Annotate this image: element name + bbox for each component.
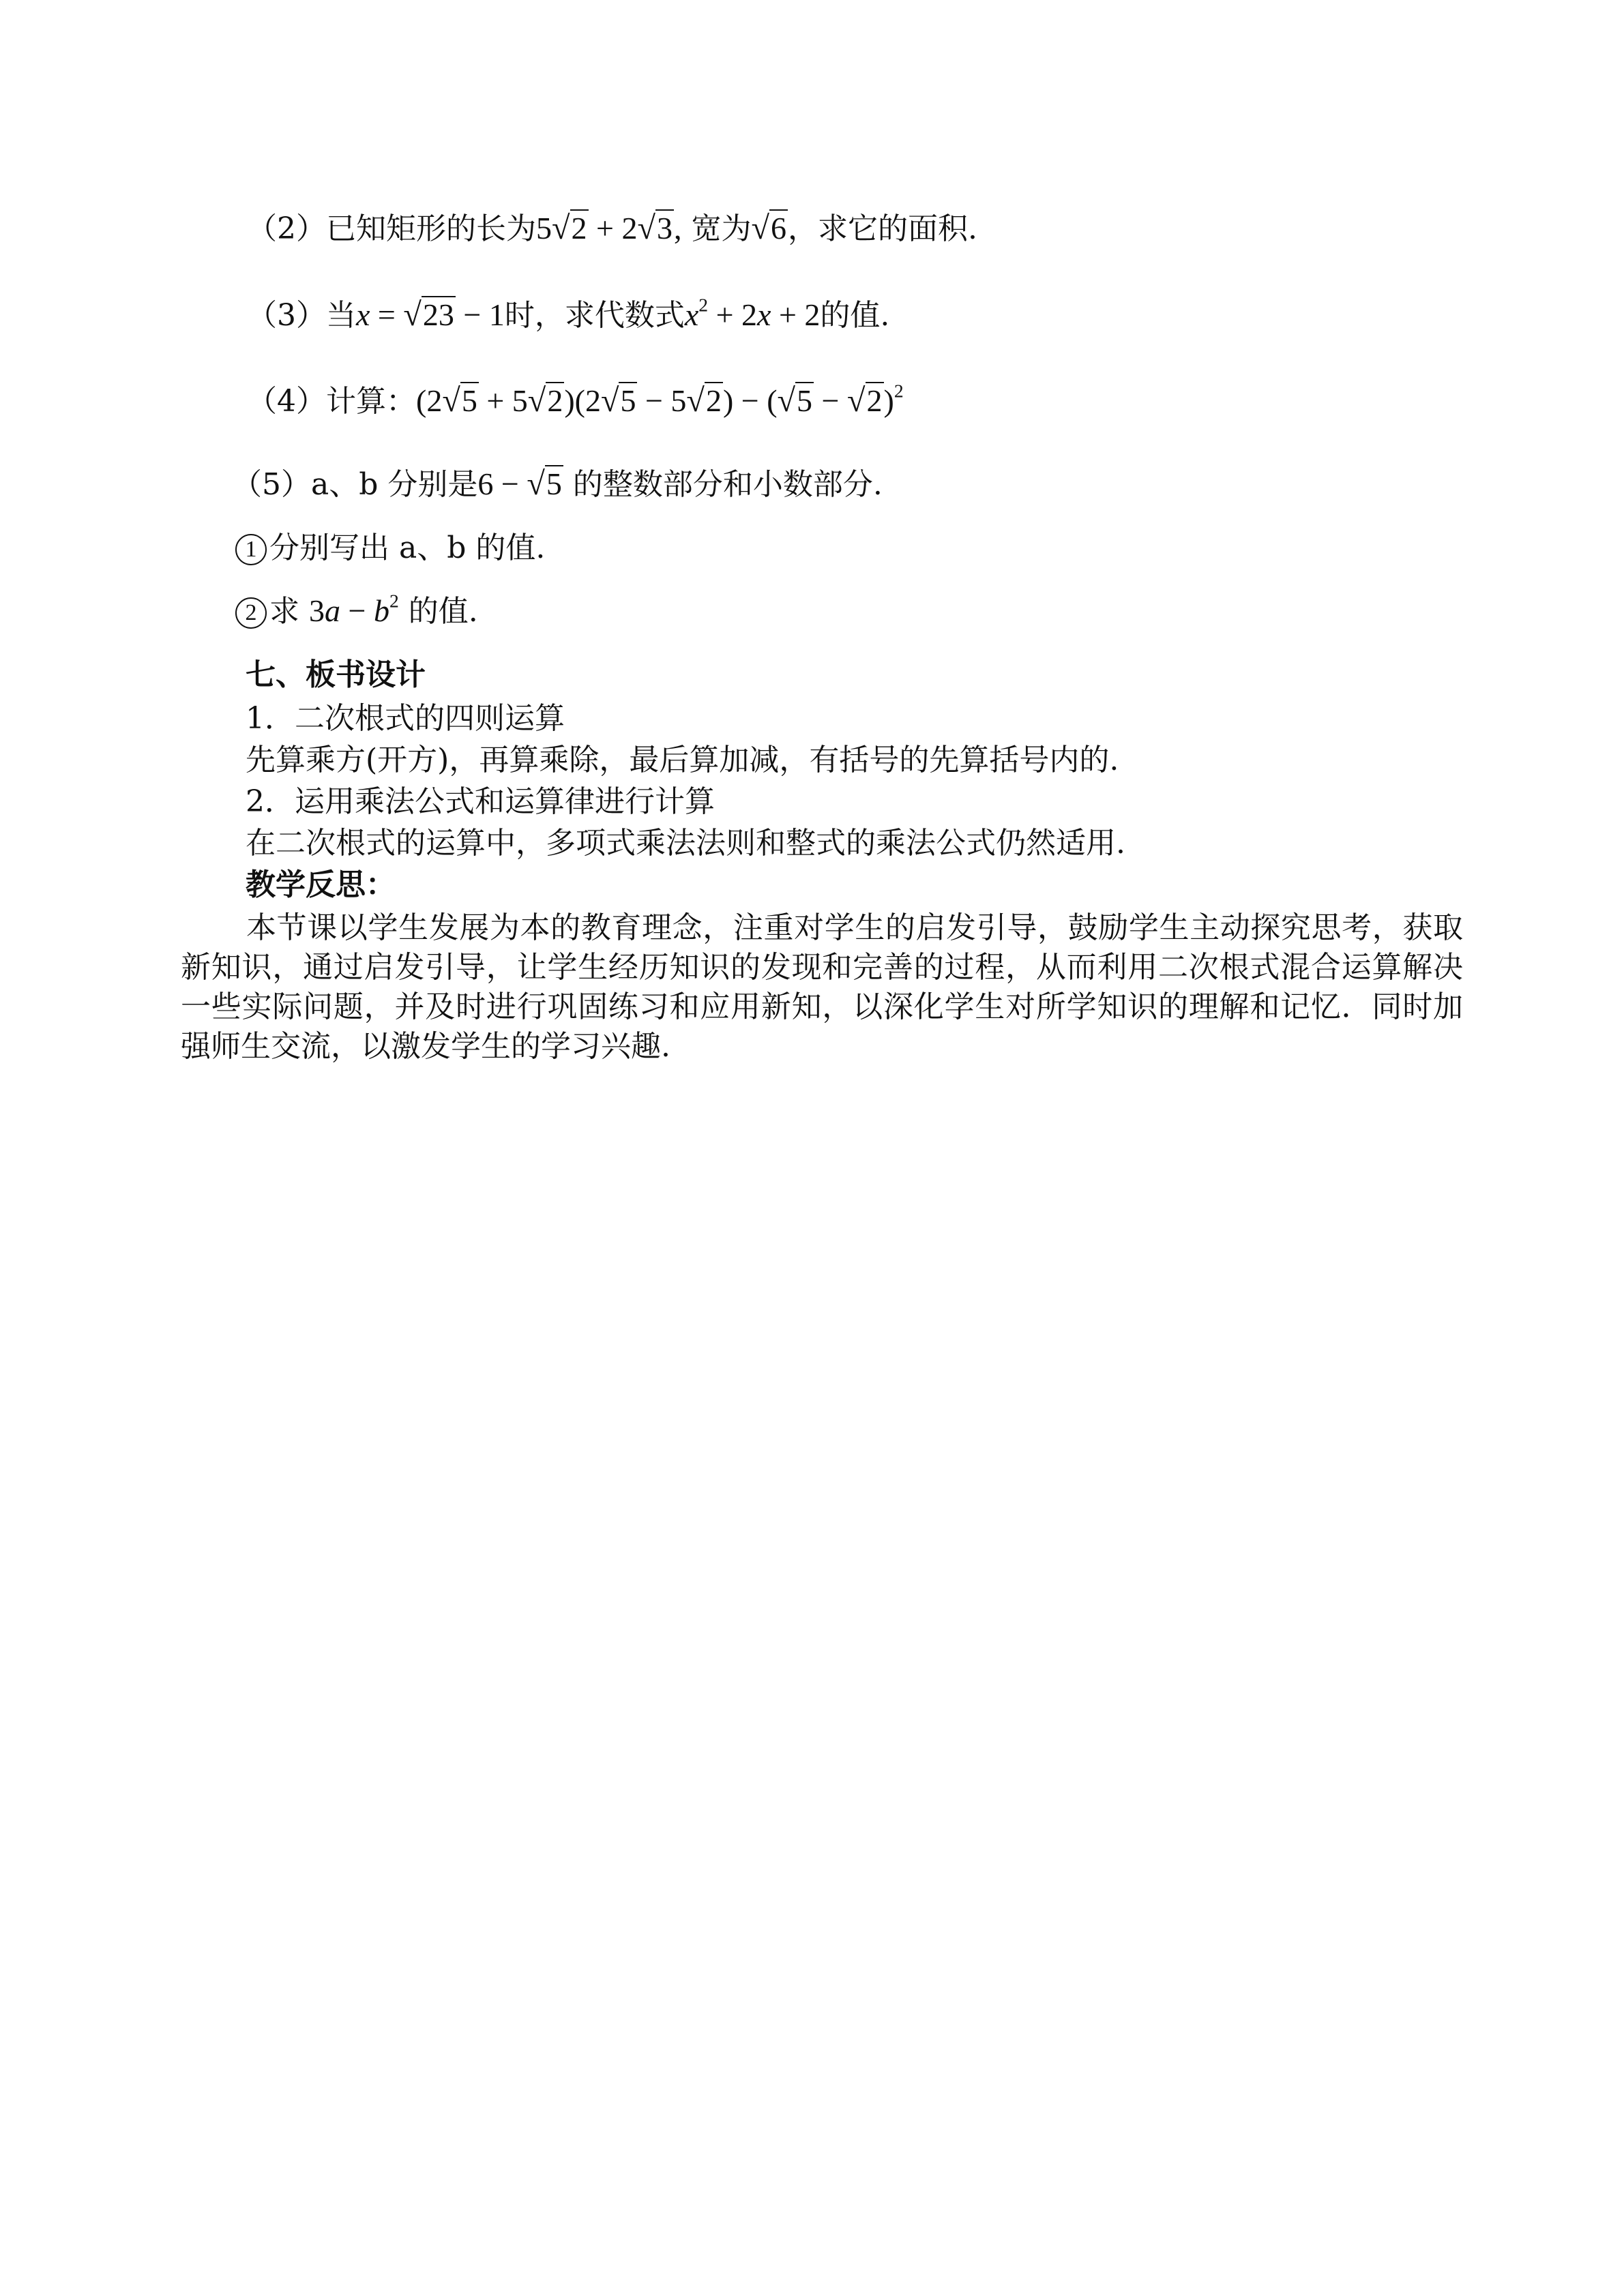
- radicand: 5: [620, 383, 636, 418]
- problem-text: 求: [269, 594, 309, 629]
- sqrt: √6: [751, 210, 786, 246]
- problem-3: [247, 295, 889, 336]
- sqrt: √2: [847, 383, 883, 419]
- problem-text: 分别写出 a、b 的值.: [269, 531, 546, 565]
- math-expression: [536, 211, 681, 245]
- math-part: ) − (: [722, 383, 778, 418]
- subproblem-2: [235, 591, 478, 632]
- problem-number: （5）: [232, 467, 311, 502]
- math-part: ): [883, 383, 894, 418]
- variable: a: [325, 593, 340, 628]
- problem-number: （4）: [247, 384, 326, 419]
- sqrt: √5: [600, 383, 636, 419]
- problem-text: 的整数部分和小数部分.: [563, 467, 883, 502]
- problem-text: 计算：: [326, 384, 416, 419]
- board-item-1-desc: 先算乘方(开方)，再算乘除，最后算加减，有括号的先算括号内的.: [246, 743, 1119, 777]
- radicand: 5: [797, 383, 813, 418]
- operator: + 2: [771, 297, 821, 332]
- operator: + 2: [708, 297, 758, 332]
- math-expression: [751, 211, 788, 245]
- math-expression: [356, 297, 505, 332]
- coefficient: 5: [536, 211, 552, 245]
- problem-4: [247, 381, 904, 422]
- math-part: + 5: [478, 383, 528, 418]
- subproblem-1: [235, 528, 545, 569]
- sqrt: √2: [552, 210, 587, 246]
- problem-number: （2）: [247, 211, 326, 246]
- problem-number: （3）: [247, 298, 326, 333]
- math-expression: [477, 466, 563, 501]
- board-item-1: 1．二次根式的四则运算: [246, 701, 565, 736]
- reflection-body: 本节课以学生发展为本的教育理念，注重对学生的启发引导，鼓励学生主动探究思考，获取新知识，通过启发引导，让学生经历知识的发现和完善的过程，从而利用二次根式混合运算解决一些实际问题，并及时进行巩固练习和应用新知，以深化学生对所学知识的理解和记忆．同时加强师生交流，以激发学生的学习兴趣.: [181, 910, 1463, 1064]
- exponent: 2: [389, 590, 399, 612]
- math-expression: [684, 294, 821, 332]
- sqrt: √2: [527, 383, 563, 419]
- exponent: 2: [894, 380, 904, 402]
- board-item-2-desc: 在二次根式的运算中，多项式乘法法则和整式的乘法公式仍然适用.: [246, 826, 1125, 861]
- board-item-2: 2．运用乘法公式和运算律进行计算: [246, 784, 715, 819]
- circled-number-2: 2: [235, 597, 267, 629]
- problem-text: 时，求代数式: [504, 298, 685, 333]
- math-part: 6 −: [477, 466, 527, 501]
- sqrt: √3: [637, 210, 673, 246]
- radicand: 5: [546, 466, 562, 501]
- exponent: 2: [698, 294, 709, 316]
- radicand: 2: [571, 211, 587, 245]
- math-expression: [309, 590, 399, 628]
- variable: x: [757, 297, 771, 332]
- board-heading: 七、板书设计: [246, 657, 426, 692]
- math-part: )(2: [564, 383, 601, 418]
- math-part: (2: [416, 383, 443, 418]
- operator: − 1: [455, 297, 505, 332]
- radicand: 5: [461, 383, 477, 418]
- operator: −: [340, 593, 374, 628]
- sqrt: √23: [403, 297, 454, 333]
- math-part: − 5: [637, 383, 687, 418]
- math-part: −: [814, 383, 847, 418]
- radicand: 6: [771, 211, 786, 245]
- sqrt: √2: [686, 383, 722, 419]
- variable: b: [373, 593, 389, 628]
- circled-number-1: 1: [235, 534, 267, 565]
- math-expression: [416, 380, 904, 419]
- problem-text: 宽为: [681, 211, 752, 246]
- sqrt: √5: [527, 466, 562, 502]
- coefficient: 3: [309, 593, 325, 628]
- problem-5: [232, 464, 883, 505]
- problem-text: 已知矩形的长为: [326, 211, 536, 246]
- comma: ,: [673, 211, 682, 245]
- variable: x: [356, 297, 370, 332]
- problem-text: 当: [326, 298, 356, 333]
- problem-text: ，求它的面积.: [788, 211, 977, 246]
- problem-text: a、b 分别是: [311, 467, 478, 502]
- radicand: 3: [656, 211, 673, 245]
- problem-text: 的值.: [820, 298, 890, 333]
- problem-text: 的值.: [398, 594, 478, 629]
- sqrt: √5: [777, 383, 813, 419]
- sqrt: √5: [442, 383, 477, 419]
- problem-2: [247, 208, 977, 250]
- radicand: 23: [422, 297, 454, 332]
- operator: + 2: [588, 211, 638, 245]
- radicand: 2: [705, 383, 722, 418]
- reflection-heading: 教学反思：: [246, 867, 396, 902]
- radicand: 2: [547, 383, 563, 418]
- radicand: 2: [866, 383, 883, 418]
- operator: =: [370, 297, 404, 332]
- variable: x: [684, 297, 699, 332]
